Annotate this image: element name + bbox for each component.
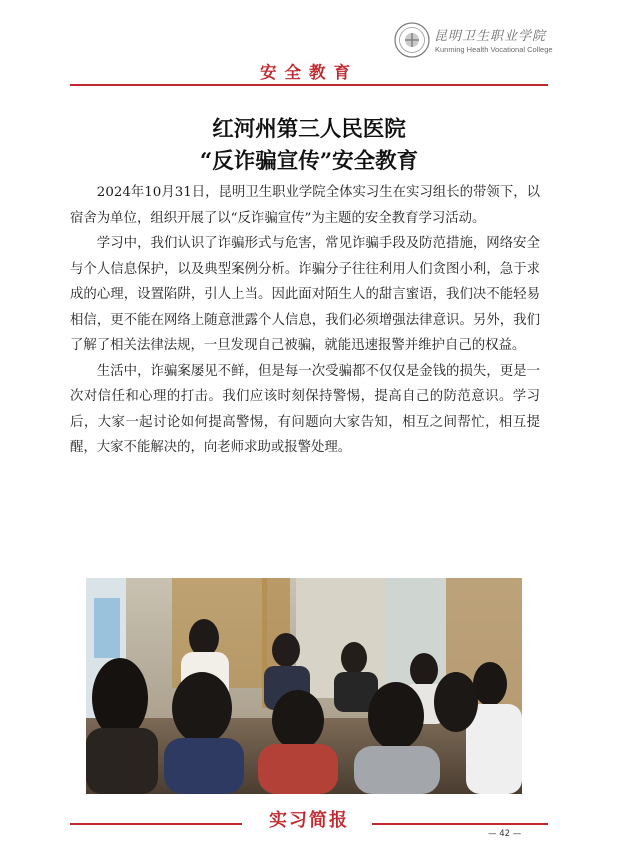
article-body: [70, 180, 540, 461]
paragraph: 2024年10月31日，昆明卫生职业学院全体实习生在实习组长的带领下，以宿舍为单位，组织开展了以“反诈骗宣传”为主题的安全教育学习活动。: [70, 185, 540, 226]
header-divider: [70, 84, 548, 86]
footer-title: 实习简报: [269, 810, 349, 831]
footer-divider-left: [70, 823, 242, 825]
college-name-cn: 昆明卫生职业学院: [434, 29, 547, 44]
college-name-en: Kunming Health Vocational College: [435, 45, 553, 54]
article-title: [0, 114, 618, 178]
section-title: 安全教育: [260, 63, 358, 82]
page-number: — 42 —: [488, 829, 522, 839]
article-title-line-2: “反诈骗宣传”安全教育: [199, 149, 419, 174]
activity-photo: [86, 578, 522, 794]
college-logo: [394, 22, 594, 62]
article-title-line-1: 红河州第三人民医院: [212, 117, 406, 142]
footer-divider-right: [372, 823, 548, 825]
paragraph: 学习中，我们认识了诈骗形式与危害，常见诈骗手段及防范措施，网络安全与个人信息保护，以及典型案例分析。诈骗分子往往利用人们贪图小利，急于求成的心理，设置陷阱，引人上当。因此面对陌生人的甜言蜜语，我们决不能轻易相信，更不能在网络上随意泄露个人信息，我们必须增强法律意识。另外，我们了解了相关法律法规，一旦发现自己被骗，就能迅速报警并维护自己的权益。: [70, 236, 540, 353]
paragraph: 生活中，诈骗案屡见不鲜，但是每一次受骗都不仅仅是金钱的损失，更是一次对信任和心理的打击。我们应该时刻保持警惕，提高自己的防范意识。学习后，大家一起讨论如何提高警惕，有问题向大家告知，相互之间帮忙，相互提醒，大家不能解决的，向老师求助或报警处理。: [70, 363, 540, 455]
college-seal-icon: [394, 22, 430, 58]
